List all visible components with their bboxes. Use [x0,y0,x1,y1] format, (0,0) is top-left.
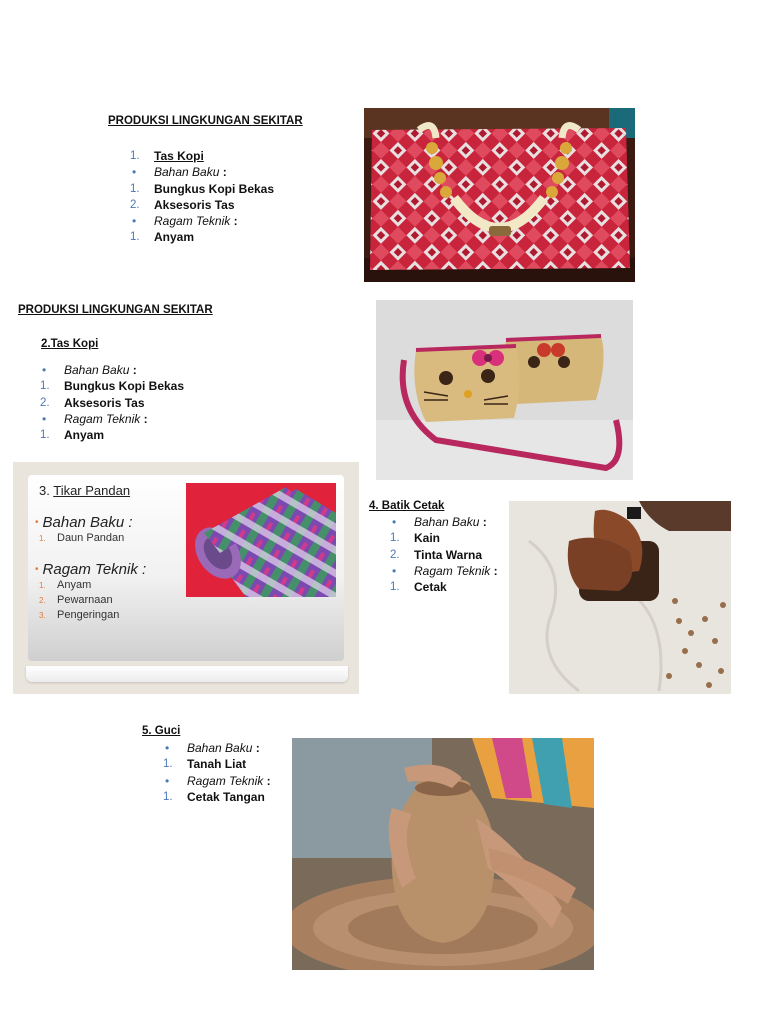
list-text: Anyam [64,428,105,443]
list-text: Tinta Warna [414,547,483,562]
list-text: Cetak Tangan [187,789,265,804]
list-colon: : [479,515,487,529]
list-text: Pewarnaan [57,594,113,606]
section4-subtitle: 4. Batik Cetak [369,500,445,512]
list-marker: 3. [39,611,46,620]
list-item [39,608,119,623]
section2-title: PRODUKSI LINGKUNGAN SEKITAR [18,304,213,316]
list-item [390,530,498,546]
section5-subtitle: 5. Guci [142,725,181,737]
list-item [163,789,271,805]
list-item [40,427,184,443]
list-text: Ragam Teknik [187,773,264,788]
list-item [390,547,498,563]
list-marker: 1. [163,758,173,771]
list-text: Tas Kopi [154,149,204,163]
list-colon: : [263,773,271,788]
list-item [163,756,271,772]
coffee-bag-image [364,108,635,282]
list-marker: 1. [130,231,140,244]
list-colon: : [219,165,227,180]
slide-heading-ragam [35,561,146,578]
list-text: Daun Pandan [57,532,125,544]
list-marker: 1. [130,182,140,195]
cat-basket-image [376,300,633,480]
list-item [40,378,184,394]
list-text: Ragam Teknik [414,563,491,578]
list-marker: 2. [130,198,140,211]
slide-heading-text: Bahan Baku [42,514,125,531]
list-item [130,181,274,197]
list-text: Bahan Baku [64,363,130,377]
list-text: Ragam Teknik [64,411,141,426]
batik-stamp-image [509,501,731,694]
list-marker: 2. [39,596,46,605]
list-text: Kain [414,531,441,546]
list-item [130,229,274,245]
list-item [130,148,274,164]
list-marker: 1. [40,380,50,393]
list-item [130,197,274,213]
list-item [130,164,274,180]
slide-heading-colon: : [137,561,147,578]
list-text: Bahan Baku [414,515,480,529]
list-item [130,213,274,229]
list-marker: 1. [390,581,400,594]
bullet-icon: • [35,517,39,528]
slide-footer [26,666,348,682]
section2-subtitle: 2.Tas Kopi [41,338,99,350]
list-text: Pengeringan [57,609,120,621]
list-item [39,531,124,546]
list-marker: • [392,563,397,578]
clay-pot-image [292,738,594,970]
slide-number: 3. [39,483,50,498]
list-colon: : [129,363,137,377]
list-marker: 1. [390,532,400,545]
list-marker: 1. [39,581,46,590]
list-marker: 1. [163,790,173,803]
list-marker: 2. [40,396,50,409]
list-colon: : [230,214,238,229]
list-item [39,593,119,608]
bullet-icon: • [35,564,39,575]
list-marker: 1. [130,150,140,162]
slide-heading-bahan [35,514,133,531]
section5-list [163,740,271,805]
list-marker: 1. [39,534,46,543]
list-marker: • [132,214,137,229]
pandan-mat-image [186,483,336,597]
list-text: Aksesoris Tas [154,197,235,212]
section4-list [390,514,498,595]
list-item [40,362,184,378]
list-marker: 1. [40,429,50,442]
slide-heading-colon: : [124,514,133,531]
section2-list [40,362,184,443]
list-item [390,579,498,595]
section1-title: PRODUKSI LINGKUNGAN SEKITAR [108,115,303,127]
list-item [40,395,184,411]
list-marker: • [132,165,137,180]
list-text: Cetak [414,580,447,595]
list-item [390,514,498,530]
section1-list [130,148,274,246]
list-item [40,411,184,427]
list-marker: • [42,363,47,377]
list-colon: : [252,741,260,755]
list-text: Bahan Baku [187,741,253,755]
list-text: Anyam [154,230,195,245]
slide-list-ragam [39,578,119,623]
list-marker: • [165,773,170,788]
list-colon: : [490,563,498,578]
list-marker: • [42,411,47,426]
list-text: Anyam [57,579,92,591]
list-item [39,578,119,593]
slide-title [39,483,130,498]
list-item [390,563,498,579]
list-marker: • [165,741,170,755]
list-text: Bungkus Kopi Bekas [154,181,275,196]
list-item [163,773,271,789]
list-text: Bungkus Kopi Bekas [64,379,185,394]
list-colon: : [140,411,148,426]
list-text: Ragam Teknik [154,214,231,229]
list-text: Tanah Liat [187,757,247,772]
list-item [163,740,271,756]
list-marker: • [392,515,397,529]
list-text: Bahan Baku [154,165,220,180]
list-text: Aksesoris Tas [64,395,145,410]
slide-list-bahan [39,531,124,546]
list-marker: 2. [390,548,400,561]
slide-title-text: Tikar Pandan [53,483,131,498]
slide-heading-text: Ragam Teknik [42,561,138,578]
